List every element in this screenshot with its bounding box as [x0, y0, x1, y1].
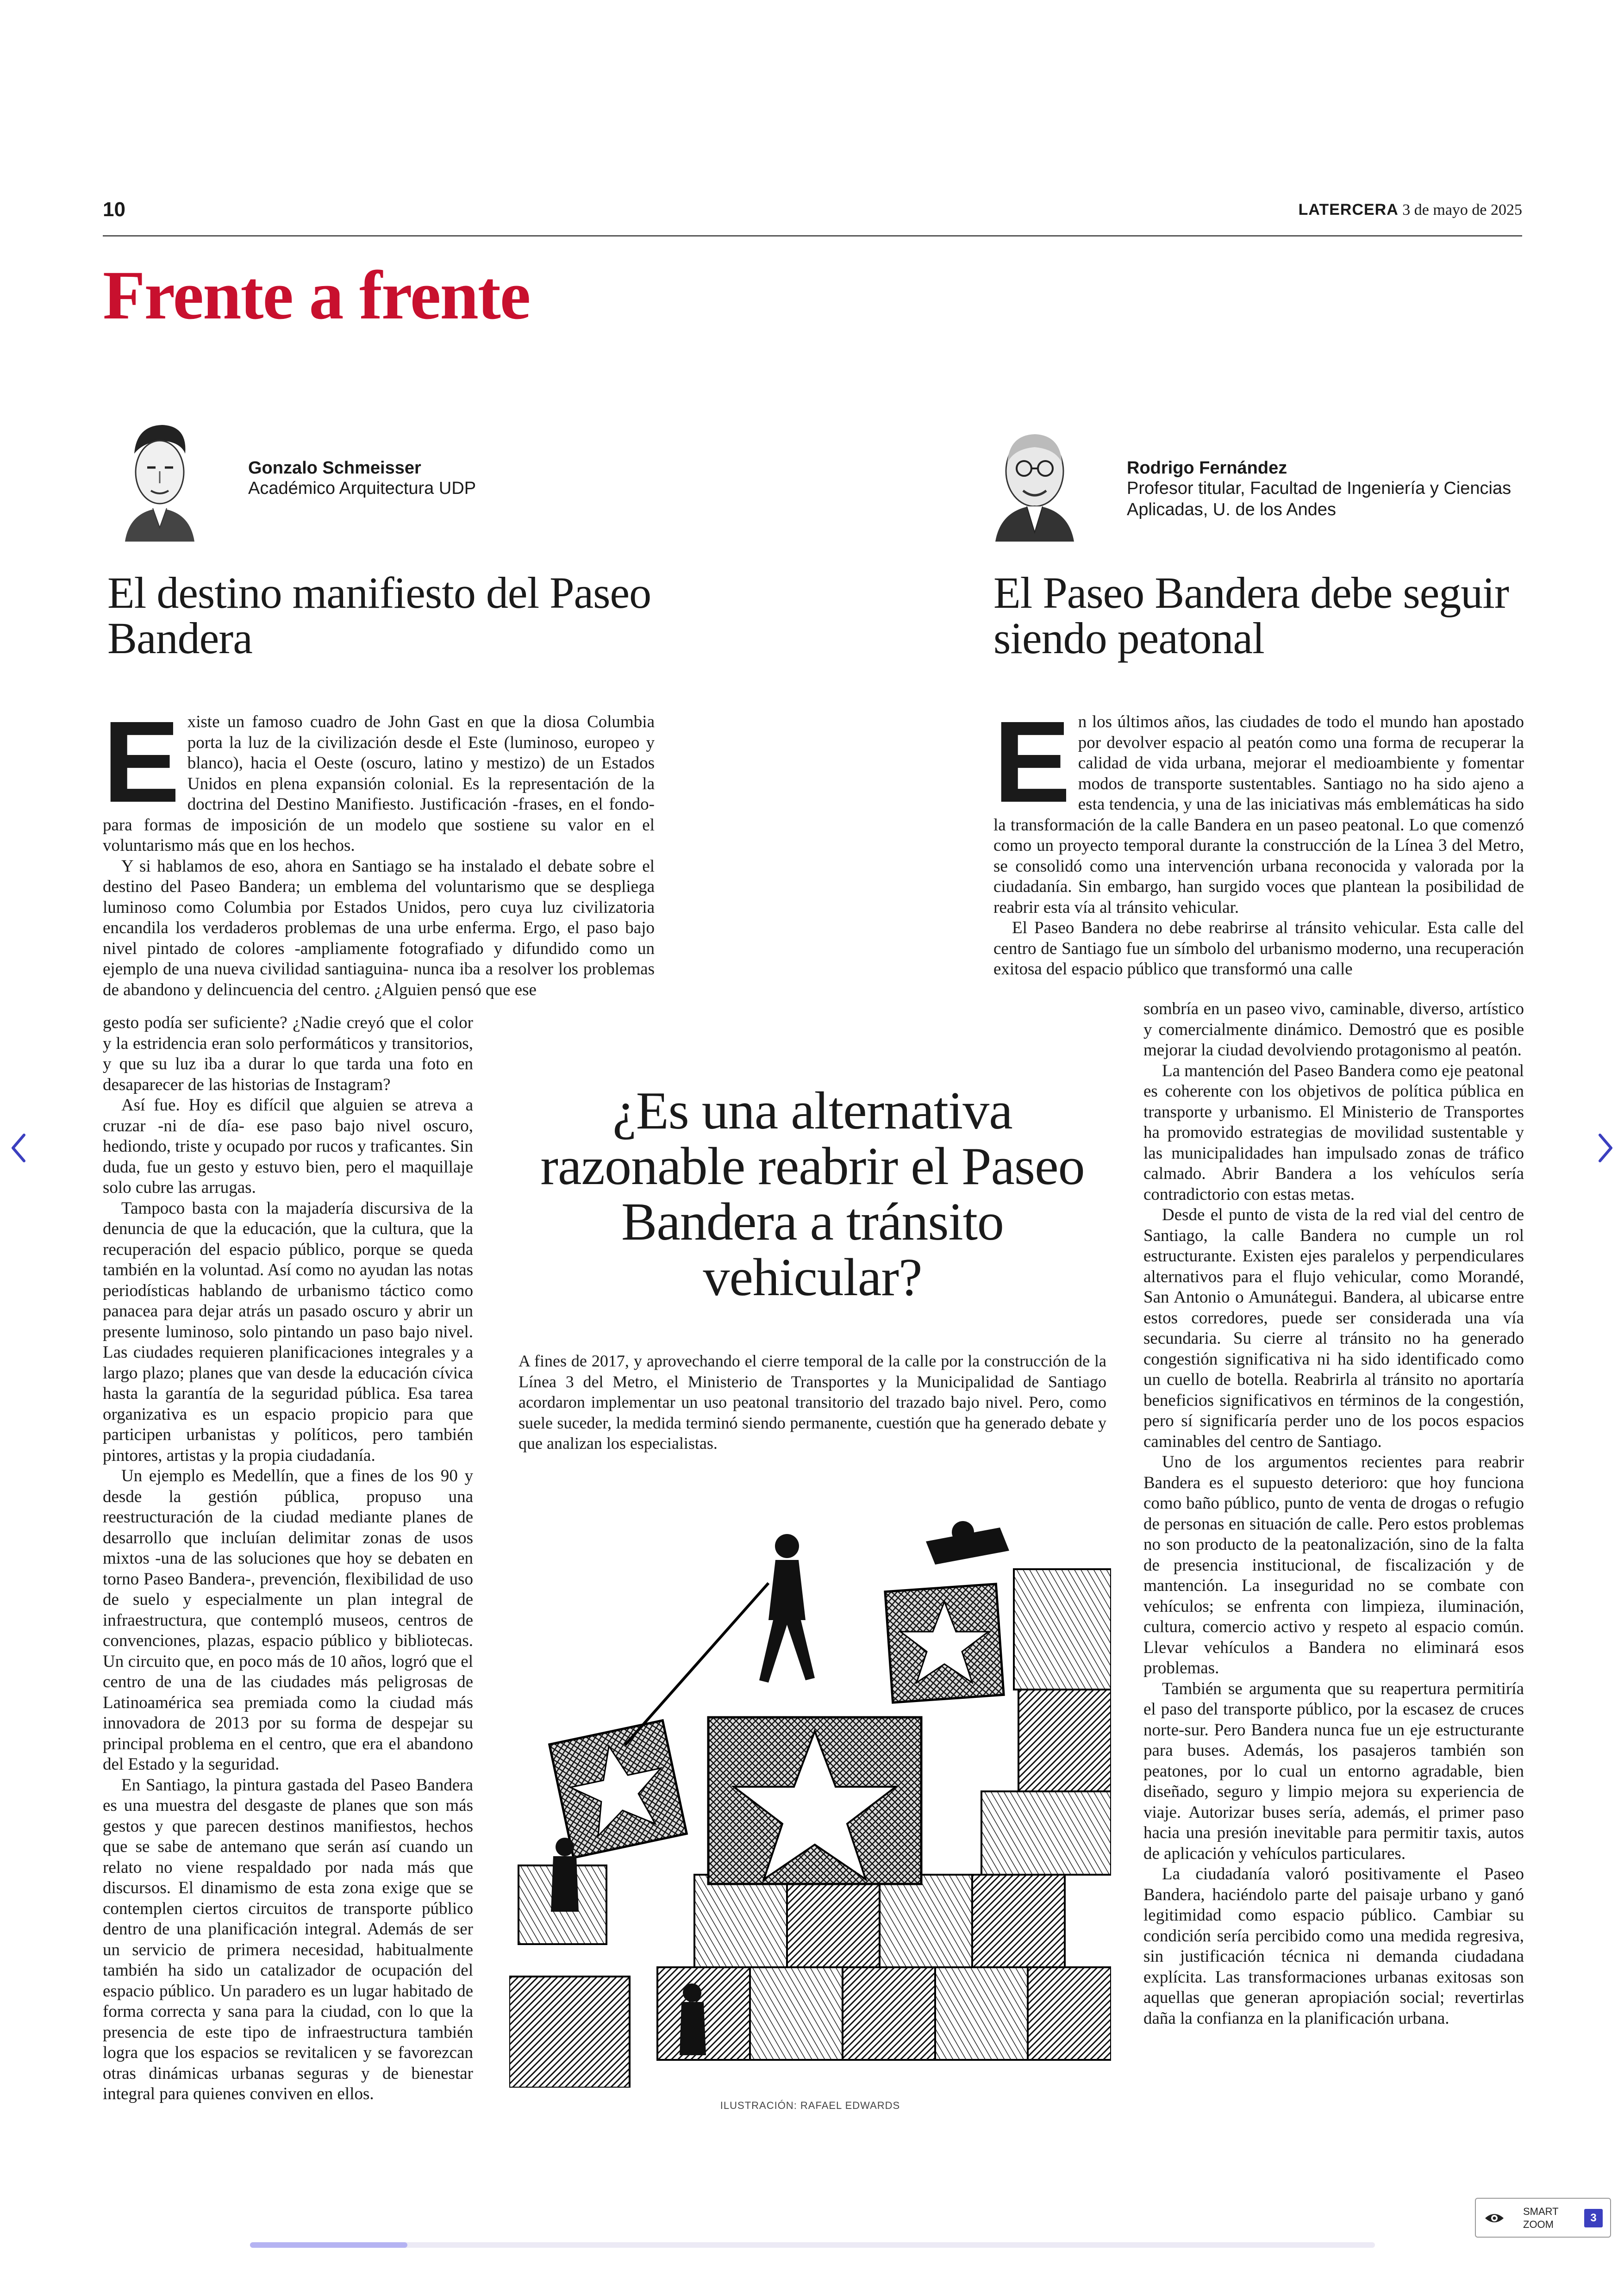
author-role-left: Académico Arquitectura UDP [248, 479, 476, 498]
page-number: 10 [103, 198, 125, 221]
paragraph: La ciudadanía valoró positivamente el Paseo Bandera, haciéndolo parte del paisaje urbano y ganó legitimidad como espacio público. Cambiar su condición sería percibido como una medida regresiva, sin justificación técnica ni demanda ciudadana explícita. Las transformaciones urbanas exitosas son aquellas que generan apropiación social; revertirlas daña la confianza en la planificación urbana. [1143, 1865, 1524, 2028]
paragraph: gesto podía ser suficiente? ¿Nadie creyó que el color y la estridencia eran solo performáticos y transitorios, y que su luz iba a durar lo que tarda una foto en desaparecer de las historias de Instagram? [103, 1013, 473, 1094]
author-name-left: Gonzalo Schmeisser [248, 458, 421, 478]
paragraph: En Santiago, la pintura gastada del Paseo Bandera es una muestra del desgaste de planes que son más gestos y que parecen destinos manifiestos, hechos que se sabe de antemano que serán así cuando un relato no viene respaldado por nada más que discursos. El dinamismo de esta zona exige que se contemplen ciertos circuitos de transporte público dentro de una planificación integral. Además de ser un servicio de primera necesidad, habitualmente también ha sido un catalizador de ocupación del espacio público. Un paradero es un lugar habitado de forma correcta y sana para la ciudad, con lo que la presencia de este tipo de infraestructura también logra que los espacios se revitalicen y se favorezcan otras dinámicas urbanas seguras y de bienestar integral para quienes conviven en ellos. [103, 1775, 473, 2103]
paragraph: sombría en un paseo vivo, caminable, diverso, artístico y comercialmente dinámico. Demostró que es posible mejorar la ciudad devolviendo protagonismo al peatón. [1143, 999, 1524, 1060]
chevron-right-icon[interactable] [1591, 1129, 1618, 1166]
author-name-right: Rodrigo Fernández [1127, 458, 1287, 478]
paragraph: También se argumenta que su reapertura permitiría el paso del transporte público, por la escasez de cruces norte-sur. Pero Bandera nunca fue un eje estructurante para buses. Además, los pasajeros también son peatones, por lo cual un entorno agradable, bien diseñado, seguro y limpio mejora su experiencia de viaje. Autorizar buses sería, además, el primer paso hacia una presión inevitable para permitir taxis, autos de aplicación y vehículos particulares. [1143, 1679, 1524, 1863]
paragraph: Así fue. Hoy es difícil que alguien se atreva a cruzar -ni de día- ese paso bajo nivel oscuro, hediondo, triste y ocupado por rucos y traficantes. Sin duda, fue un gesto y estuvo bien, pero el maquillaje solo cubre las arrugas. [103, 1096, 473, 1197]
paragraph: El Paseo Bandera no debe reabrirse al tránsito vehicular. Esta calle del centro de Santiago fue un símbolo del urbanismo moderno, una recuperación exitosa del espacio público que transformó una calle [993, 918, 1524, 979]
paragraph: Y si hablamos de eso, ahora en Santiago se ha instalado el debate sobre el destino del Paseo Bandera; un emblema del voluntarismo que se despliega luminoso como Columbia por Estados Unidos, pero cuya luz civilizatoria encandila los verdaderos problemas de una urbe enferma. Ergo, el paso bajo nivel pintado de colores -ampliamente fotografiado y difundido como un ejemplo de una nueva civilidad santiaguina- nunca iba a resolver los problemas de abandono y delincuencia del centro. ¿Alguien pensó que ese [103, 856, 655, 999]
brand-name: LATERCERA [1298, 201, 1399, 218]
masthead [1299, 201, 1522, 219]
author-portrait-right [991, 417, 1079, 542]
smart-zoom-button[interactable] [1475, 2198, 1611, 2238]
author-role-right: Profesor titular, Facultad de Ingeniería y Ciencias Aplicadas, U. de los Andes [1127, 479, 1512, 519]
paragraph: Uno de los argumentos recientes para reabrir Bandera es el supuesto deterioro: que hoy funciona como baño público, punto de venta de drogas o refugio de personas en situación de calle. Pero estos problemas no son producto de la peatonalización, sino de la falta de presencia institucional, de fiscalización y de mantención. La inseguridad no se combate con vehículos; se enfrenta con limpieza, iluminación, cultura, comercio activo y respeto al espacio común. Llevar vehículos a Bandera no eliminará esos problemas. [1143, 1453, 1524, 1678]
header-rule [103, 235, 1522, 237]
illustration-credit: ILUSTRACIÓN: RAFAEL EDWARDS [720, 2100, 900, 2111]
headline-right: El Paseo Bandera debe seguir siendo peatonal [993, 568, 1509, 663]
right-article-continued [1143, 999, 1524, 2114]
central-question: ¿Es una alternativa razonable reabrir el Paseo Bandera a tránsito vehicular? [540, 1081, 1085, 1307]
page-badge: 3 [1584, 2209, 1603, 2227]
paragraph: n los últimos años, las ciudades de todo el mundo han apostado por devolver espacio al peatón como una forma de recuperar la calidad de vida urbana, mejorar el medioambiente y fomentar modos de transporte sustentables. Santiago no ha sido ajeno a esta tendencia, y una de las iniciativas más emblemáticas ha sido la transformación de la calle Bandera en un paseo peatonal. Lo que comenzó como un proyecto temporal durante la construcción de la Línea 3 del Metro, se consolidó como una intervención urbana reconocida y valorada por la ciudadanía. Sin embargo, han surgido voces que plantean la posibilidad de reabrir esta vía al tránsito vehicular. [993, 712, 1524, 917]
illustration-blocks [509, 1514, 1111, 2088]
headline-left: El destino manifiesto del Paseo Bandera [107, 568, 651, 663]
left-article-continued [103, 1013, 473, 2114]
chevron-left-icon[interactable] [6, 1129, 33, 1166]
paragraph: Desde el punto de vista de la red vial del centro de Santiago, la calle Bandera no cumple un rol estructurante. Existen ejes paralelos y perpendiculares alternativos para el flujo vehicular, como Morandé, San Antonio o Amunátegui. Bandera, al ubicarse entre estos corredores, puede ser considerada una vía secundaria. Su cierre al tránsito no ha generado congestión significativa ni ha sido identificado como un cuello de botella. Reabrirla al tránsito no aportaría beneficios significativos en términos de la congestión, pero sí significaría perder uno de los pocos espacios caminables del centro de Santiago. [1143, 1205, 1524, 1451]
dropcap-left: E [103, 712, 180, 826]
eye-icon [1483, 2207, 1505, 2229]
issue-date: 3 de mayo de 2025 [1402, 201, 1522, 218]
scrollbar-track[interactable] [250, 2242, 1375, 2248]
section-title: Frente a frente [103, 257, 530, 334]
right-article-top [993, 712, 1524, 999]
scrollbar-thumb[interactable] [250, 2242, 407, 2248]
dropcap-right: E [993, 712, 1071, 826]
left-article-top [103, 712, 655, 1013]
intro-paragraph: A fines de 2017, y aprovechando el cierre temporal de la calle por la construcción de la Línea 3 del Metro, el Ministerio de Transportes y la Municipalidad de Santiago acordaron implementar un uso peatonal transitorio del trazado bajo nivel. Pero, como suele suceder, la medida terminó siendo permanente, cuestión que ha generado debate y que analizan los especialistas. [518, 1352, 1106, 1453]
smart-zoom-label: SMART ZOOM [1523, 2206, 1559, 2230]
author-portrait-left [116, 417, 204, 542]
paragraph: Tampoco basta con la majadería discursiva de la denuncia de que la educación, que la cultura, que la recuperación del espacio público, porque se queda también en la voluntad. Así como no ayudan las notas periodísticas hablando de urbanismo táctico como panacea para dejar atrás un pasado oscuro y abrir un presente luminoso, solo pintando un paso bajo nivel. Las ciudades requieren planificaciones integrales y a largo plazo; planes que van desde la educación cívica hasta la garantía de la seguridad pública. Esa tarea organizativa es un espacio propicio para que participen urbanistas y políticos, pero también pintores, artistas y la propia ciudadanía. [103, 1198, 473, 1465]
paragraph: xiste un famoso cuadro de John Gast en que la diosa Columbia porta la luz de la civilización desde el Este (luminoso, europeo y blanco), hacia el Oeste (oscuro, latino y mestizo) de un Estados Unidos en plena expansión colonial. Es la representación de la doctrina del Destino Manifiesto. Justificación -frases, en el fondo- para formas de imposición de un modelo que sostiene su valor en el voluntarismo más que en los hechos. [103, 712, 655, 855]
paragraph: La mantención del Paseo Bandera como eje peatonal es coherente con los objetivos de política pública en transporte y urbanismo. El Ministerio de Transportes ha promovido estrategias de movilidad sustentable y las municipalidades han impulsado zonas de tráfico calmado. Abrir Bandera a los vehículos sería contradictorio con estas metas. [1143, 1061, 1524, 1204]
paragraph: Un ejemplo es Medellín, que a fines de los 90 y desde la gestión pública, propuso una reestructuración de la ciudad mediante planes de desarrollo que incluían delimitar zonas de usos mixtos -una de las soluciones que hoy se debaten en torno Paseo Bandera-, prevención, flexibilidad de uso de suelo y especialmente un plan integral de infraestructura, que contempló museos, centros de convenciones, plazas, espacio público y bibliotecas. Un circuito que, en poco más de 10 años, logró que el centro de una de las ciudades más peligrosas de Latinoamérica sea premiada como la ciudad más innovadora de 2013 por su forma de despejar su principal problema en el centro, que era el abandono del Estado y la seguridad. [103, 1466, 473, 1774]
